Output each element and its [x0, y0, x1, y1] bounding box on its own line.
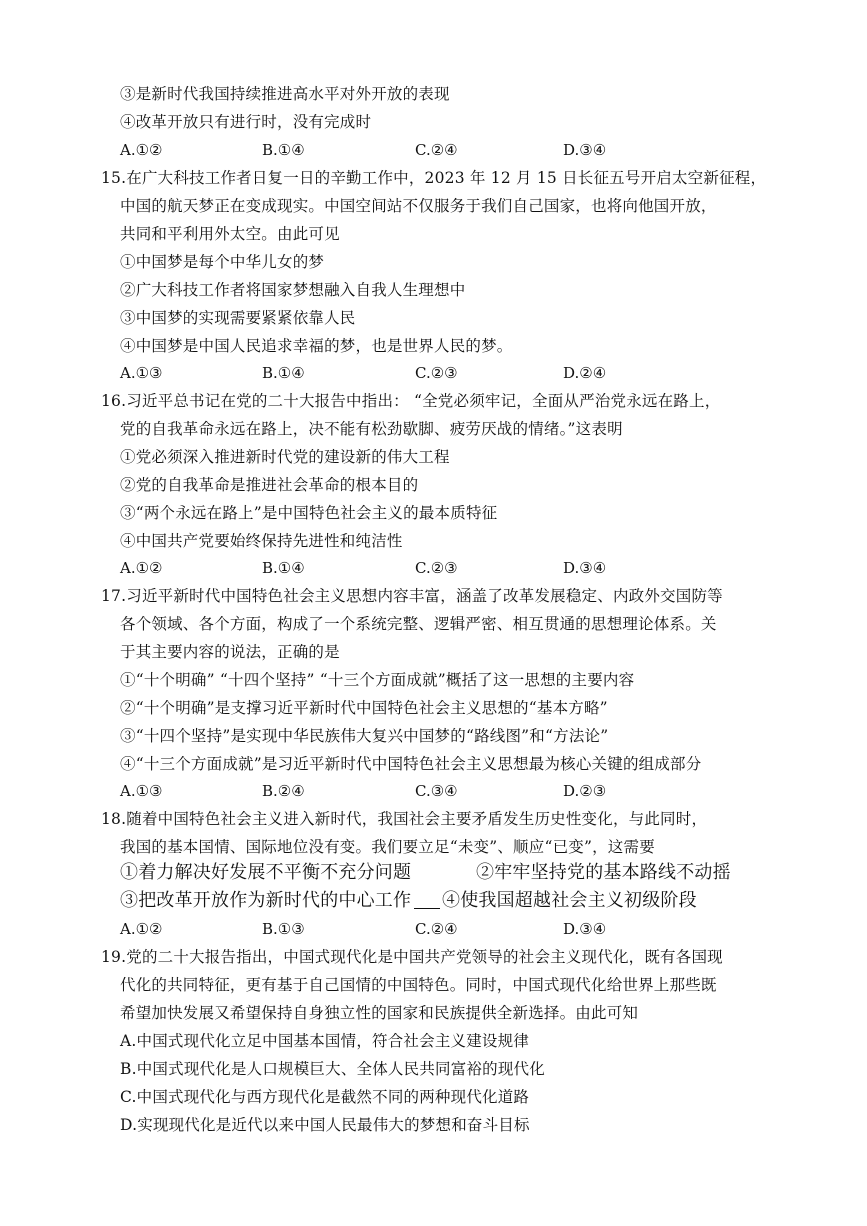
q16-stem-line-2: 党的自我革命永远在路上，决不能有松劲歇脚、疲劳厌战的情绪。”这表明: [120, 420, 623, 438]
q16-statement-3: ③“两个永远在路上”是中国特色社会主义的最本质特征: [120, 504, 498, 522]
q16-statement-4: ④中国共产党要始终保持先进性和纯洁性: [120, 532, 403, 550]
q17-statement-3: ③“十四个坚持”是实现中华民族伟大复兴中国梦的“路线图”和“方法论”: [120, 727, 609, 745]
q17-stem-line-3: 于其主要内容的说法，正确的是: [120, 643, 340, 661]
q17-statement-4: ④“十三个方面成就”是习近平新时代中国特色社会主义思想最为核心关键的组成部分: [120, 755, 702, 773]
q17-option-d: D.②③: [563, 782, 607, 800]
q17-option-b: B.②④: [262, 782, 305, 800]
q19-stem-line-3: 希望加快发展又希望保持自身独立性的国家和民族提供全新选择。由此可知: [120, 1004, 639, 1022]
q17-option-c: C.③④: [415, 782, 458, 800]
q15-stem-line-2: 中国的航天梦正在变成现实。中国空间站不仅服务于我们自己国家，也将向他国开放，: [120, 197, 717, 215]
q15-option-d: D.②④: [563, 364, 607, 382]
q16-option-c: C.②③: [415, 559, 458, 577]
q14-option-b: B.①④: [262, 141, 305, 159]
q14-option-a: A.①②: [120, 141, 163, 159]
q18-statement-1: ①着力解决好发展不平衡不充分问题: [120, 862, 412, 883]
q18-statement-4: ④使我国超越社会主义初级阶段: [442, 890, 697, 911]
q16-option-d: D.③④: [563, 559, 607, 577]
q17-stem-line-2: 各个领域、各个方面，构成了一个系统完整、逻辑严密、相互贯通的思想理论体系。关: [120, 615, 717, 633]
q16-option-a: A.①②: [120, 559, 163, 577]
q14-statement-3: ③是新时代我国持续推进高水平对外开放的表现: [120, 85, 450, 103]
q14-option-d: D.③④: [563, 141, 607, 159]
q15-stem-line-1: 15.在广大科技工作者日复一日的辛勤工作中，2023 年 12 月 15 日长征五号开启太空新征程，: [101, 169, 767, 187]
q18-stem-line-1: 18.随着中国特色社会主义进入新时代，我国社会主要矛盾发生历史性变化，与此同时，: [101, 810, 708, 828]
q18-option-a: A.①②: [120, 920, 163, 938]
q18-underline-divider: [414, 908, 440, 909]
q18-stem-line-2: 我国的基本国情、国际地位没有变。我们要立足“未变”、顺应“已变”，这需要: [120, 838, 655, 856]
q18-statement-3: ③把改革开放作为新时代的中心工作: [120, 890, 412, 911]
q15-statement-1: ①中国梦是每个中华儿女的梦: [120, 253, 325, 271]
q15-option-a: A.①③: [120, 364, 163, 382]
q16-option-b: B.①④: [262, 559, 305, 577]
q17-stem-line-1: 17.习近平新时代中国特色社会主义思想内容丰富，涵盖了改革发展稳定、内政外交国防等: [101, 587, 723, 605]
q15-statement-3: ③中国梦的实现需要紧紧依靠人民: [120, 309, 356, 327]
q19-choice-b: B.中国式现代化是人口规模巨大、全体人民共同富裕的现代化: [120, 1060, 545, 1078]
q16-statement-2: ②党的自我革命是推进社会革命的根本目的: [120, 476, 419, 494]
q15-option-c: C.②③: [415, 364, 458, 382]
q17-statement-1: ①“十个明确” “十四个坚持” “十三个方面成就”概括了这一思想的主要内容: [120, 671, 635, 689]
q17-statement-2: ②“十个明确”是支撑习近平新时代中国特色社会主义思想的“基本方略”: [120, 699, 608, 717]
q18-statement-2: ②牢牢坚持党的基本路线不动摇: [476, 862, 731, 883]
q19-choice-c: C.中国式现代化与西方现代化是截然不同的两种现代化道路: [120, 1088, 530, 1106]
q15-statement-4: ④中国梦是中国人民追求幸福的梦，也是世界人民的梦。: [120, 337, 513, 355]
q16-stem-line-1: 16.习近平总书记在党的二十大报告中指出： “全党必须牢记，全面从严治党永远在路上，: [101, 392, 721, 410]
q16-statement-1: ①党必须深入推进新时代党的建设新的伟大工程: [120, 448, 450, 466]
q19-stem-line-1: 19.党的二十大报告指出，中国式现代化是中国共产党领导的社会主义现代化，既有各国现: [101, 948, 723, 966]
q19-stem-line-2: 代化的共同特征，更有基于自己国情的中国特色。同时，中国式现代化给世界上那些既: [120, 976, 717, 994]
q18-option-d: D.③④: [563, 920, 607, 938]
q18-option-b: B.①③: [262, 920, 305, 938]
q18-option-c: C.②④: [415, 920, 458, 938]
q19-choice-d: D.实现现代化是近代以来中国人民最伟大的梦想和奋斗目标: [120, 1116, 530, 1134]
q17-option-a: A.①③: [120, 782, 163, 800]
q15-option-b: B.①④: [262, 364, 305, 382]
q19-choice-a: A.中国式现代化立足中国基本国情，符合社会主义建设规律: [120, 1032, 530, 1050]
q15-statement-2: ②广大科技工作者将国家梦想融入自我人生理想中: [120, 281, 466, 299]
q15-stem-line-3: 共同和平利用外太空。由此可见: [120, 225, 340, 243]
q14-statement-4: ④改革开放只有进行时，没有完成时: [120, 113, 372, 131]
q14-option-c: C.②④: [415, 141, 458, 159]
